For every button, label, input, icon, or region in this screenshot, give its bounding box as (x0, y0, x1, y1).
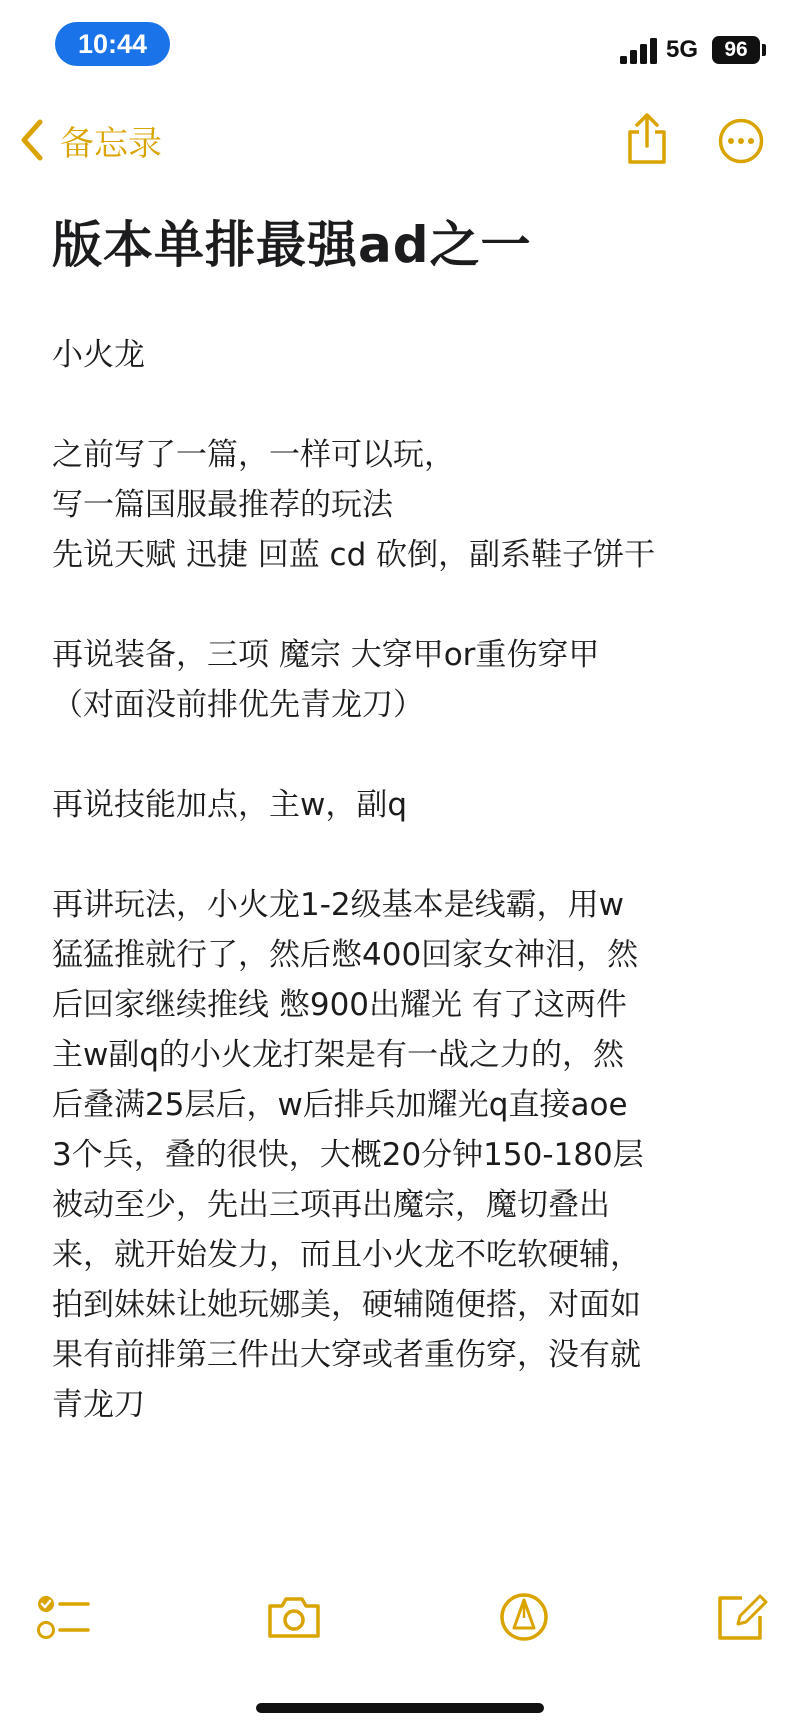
note-line: 被动至少，先出三项再出魔宗，魔切叠出 (52, 1187, 610, 1223)
note-line: 再说技能加点，主w，副q (52, 787, 408, 823)
home-indicator[interactable] (256, 1703, 544, 1713)
back-button-label: 备忘录 (60, 123, 162, 164)
note-paragraph (52, 630, 742, 730)
share-icon[interactable] (624, 112, 670, 166)
note-line: 主w副q的小火龙打架是有一战之力的，然 (52, 1037, 625, 1073)
pen-tip-icon[interactable] (494, 1590, 554, 1644)
note-paragraph (52, 430, 742, 580)
compose-icon[interactable] (712, 1590, 772, 1644)
note-line: 先说天赋 迅捷 回蓝 cd 砍倒，副系鞋子饼干 (52, 537, 656, 573)
chevron-left-icon (18, 118, 46, 162)
battery-level: 96 (712, 36, 760, 64)
camera-icon[interactable] (264, 1590, 324, 1644)
note-line: 再讲玩法，小火龙1-2级基本是线霸，用w (52, 887, 624, 923)
status-bar (0, 0, 800, 90)
note-paragraph (52, 880, 742, 1430)
note-line: 青龙刀 (52, 1387, 145, 1423)
note-paragraph (52, 330, 742, 380)
status-time: 10:44 (55, 22, 170, 66)
note-line: 后叠满25层后，w后排兵加耀光q直接aoe (52, 1087, 628, 1123)
back-button[interactable] (18, 115, 162, 165)
note-line: 后回家继续推线 憋900出耀光 有了这两件 (52, 987, 627, 1023)
note-line: 猛猛推就行了，然后憋400回家女神泪，然 (52, 937, 639, 973)
note-line: 写一篇国服最推荐的玩法 (52, 487, 393, 523)
note-line: 3个兵，叠的很快，大概20分钟150-180层 (52, 1137, 644, 1173)
note-line: 果有前排第三件出大穿或者重伤穿，没有就 (52, 1337, 641, 1373)
note-line: 再说装备，三项 魔宗 大穿甲or重伤穿甲 (52, 637, 600, 673)
note-line: 之前写了一篇，一样可以玩， (52, 437, 455, 473)
note-body[interactable] (52, 330, 742, 1480)
note-line: （对面没前排优先青龙刀） (52, 687, 424, 723)
note-line: 来，就开始发力，而且小火龙不吃软硬辅， (52, 1237, 641, 1273)
note-line: 小火龙 (52, 337, 145, 373)
battery-cap (762, 44, 766, 56)
note-paragraph (52, 780, 742, 830)
note-line: 拍到妹妹让她玩娜美，硬辅随便搭，对面如 (52, 1287, 641, 1323)
network-type: 5G (666, 36, 699, 63)
note-title[interactable]: 版本单排最强ad之一 (52, 216, 532, 274)
ellipsis-circle-icon[interactable] (718, 118, 764, 164)
signal-bars-icon (620, 38, 660, 64)
checklist-icon[interactable] (34, 1590, 94, 1644)
